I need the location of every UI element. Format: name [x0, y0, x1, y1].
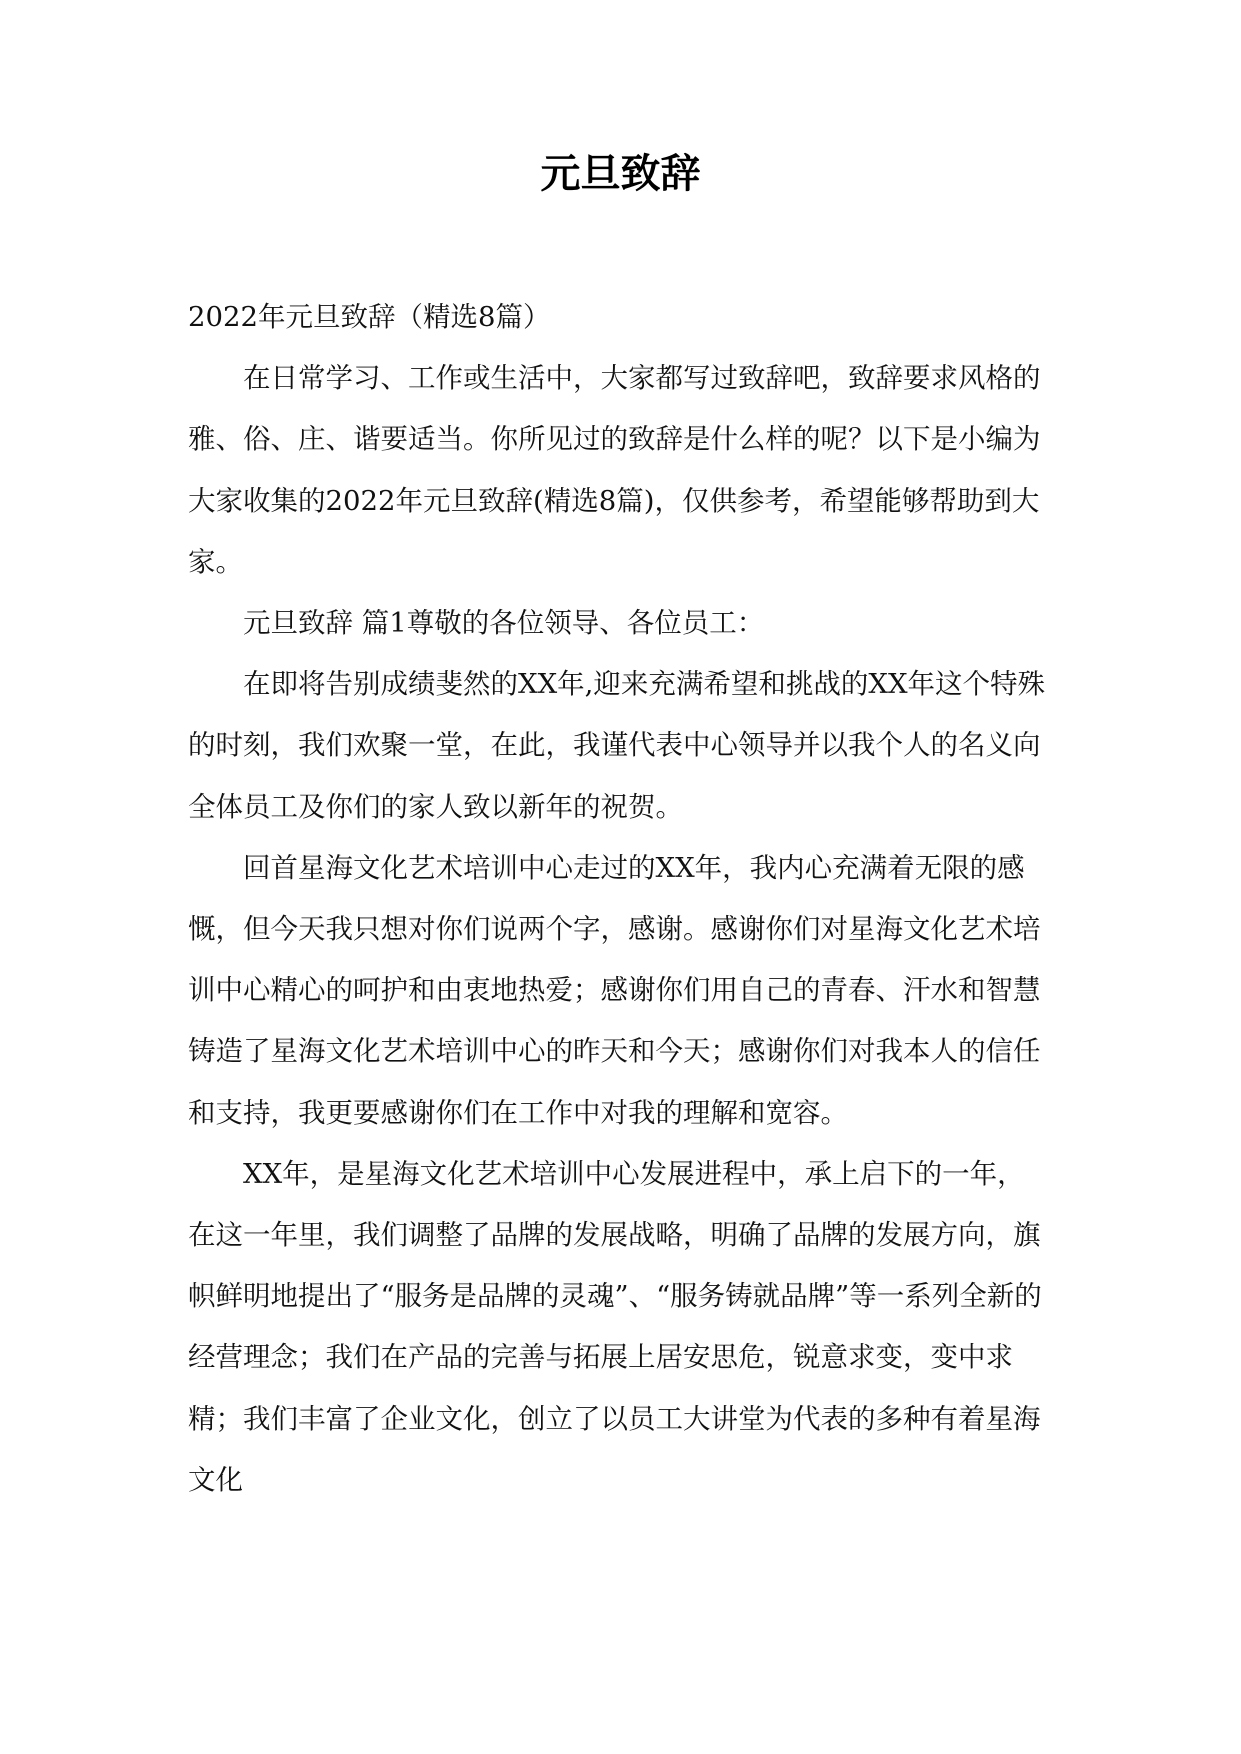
paragraph-review: XX年，是星海文化艺术培训中心发展进程中，承上启下的一年，在这一年里，我们调整了品牌的发展战略，明确了品牌的发展方向，旗帜鲜明地提出了“服务是品牌的灵魂”、“服务铸就品牌”等一系列全新的经营理念；我们在产品的完善与拓展上居安思危，锐意求变，变中求精；我们丰富了企业文化，创立了以员工大讲堂为代表的多种有着星海文化: [188, 1157, 1042, 1496]
paragraph-intro: 在日常学习、工作或生活中，大家都写过致辞吧，致辞要求风格的雅、俗、庄、谐要适当。你所见过的致辞是什么样的呢？以下是小编为大家收集的2022年元旦致辞(精选8篇)，仅供参考，希望能够帮助到大家。: [188, 362, 1041, 578]
document-body: [188, 287, 1048, 1511]
paragraph-new-year-wishes: 在即将告别成绩斐然的XX年,迎来充满希望和挑战的XX年这个特殊的时刻，我们欢聚一堂，在此，我谨代表中心领导并以我个人的名义向全体员工及你们的家人致以新年的祝贺。: [188, 668, 1046, 823]
paragraph-greeting: 元旦致辞 篇1尊敬的各位领导、各位员工：: [243, 607, 765, 640]
document-title: 元旦致辞: [540, 151, 701, 197]
paragraph-thanks: 回首星海文化艺术培训中心走过的XX年，我内心充满着无限的感慨，但今天我只想对你们说两个字，感谢。感谢你们对星海文化艺术培训中心精心的呵护和由衷地热爱；感谢你们用自己的青春、汗水和智慧铸造了星海文化艺术培训中心的昨天和今天；感谢你们对我本人的信任和支持，我更要感谢你们在工作中对我的理解和宽容。: [188, 851, 1041, 1129]
document-subtitle: 2022年元旦致辞（精选8篇）: [188, 301, 551, 333]
